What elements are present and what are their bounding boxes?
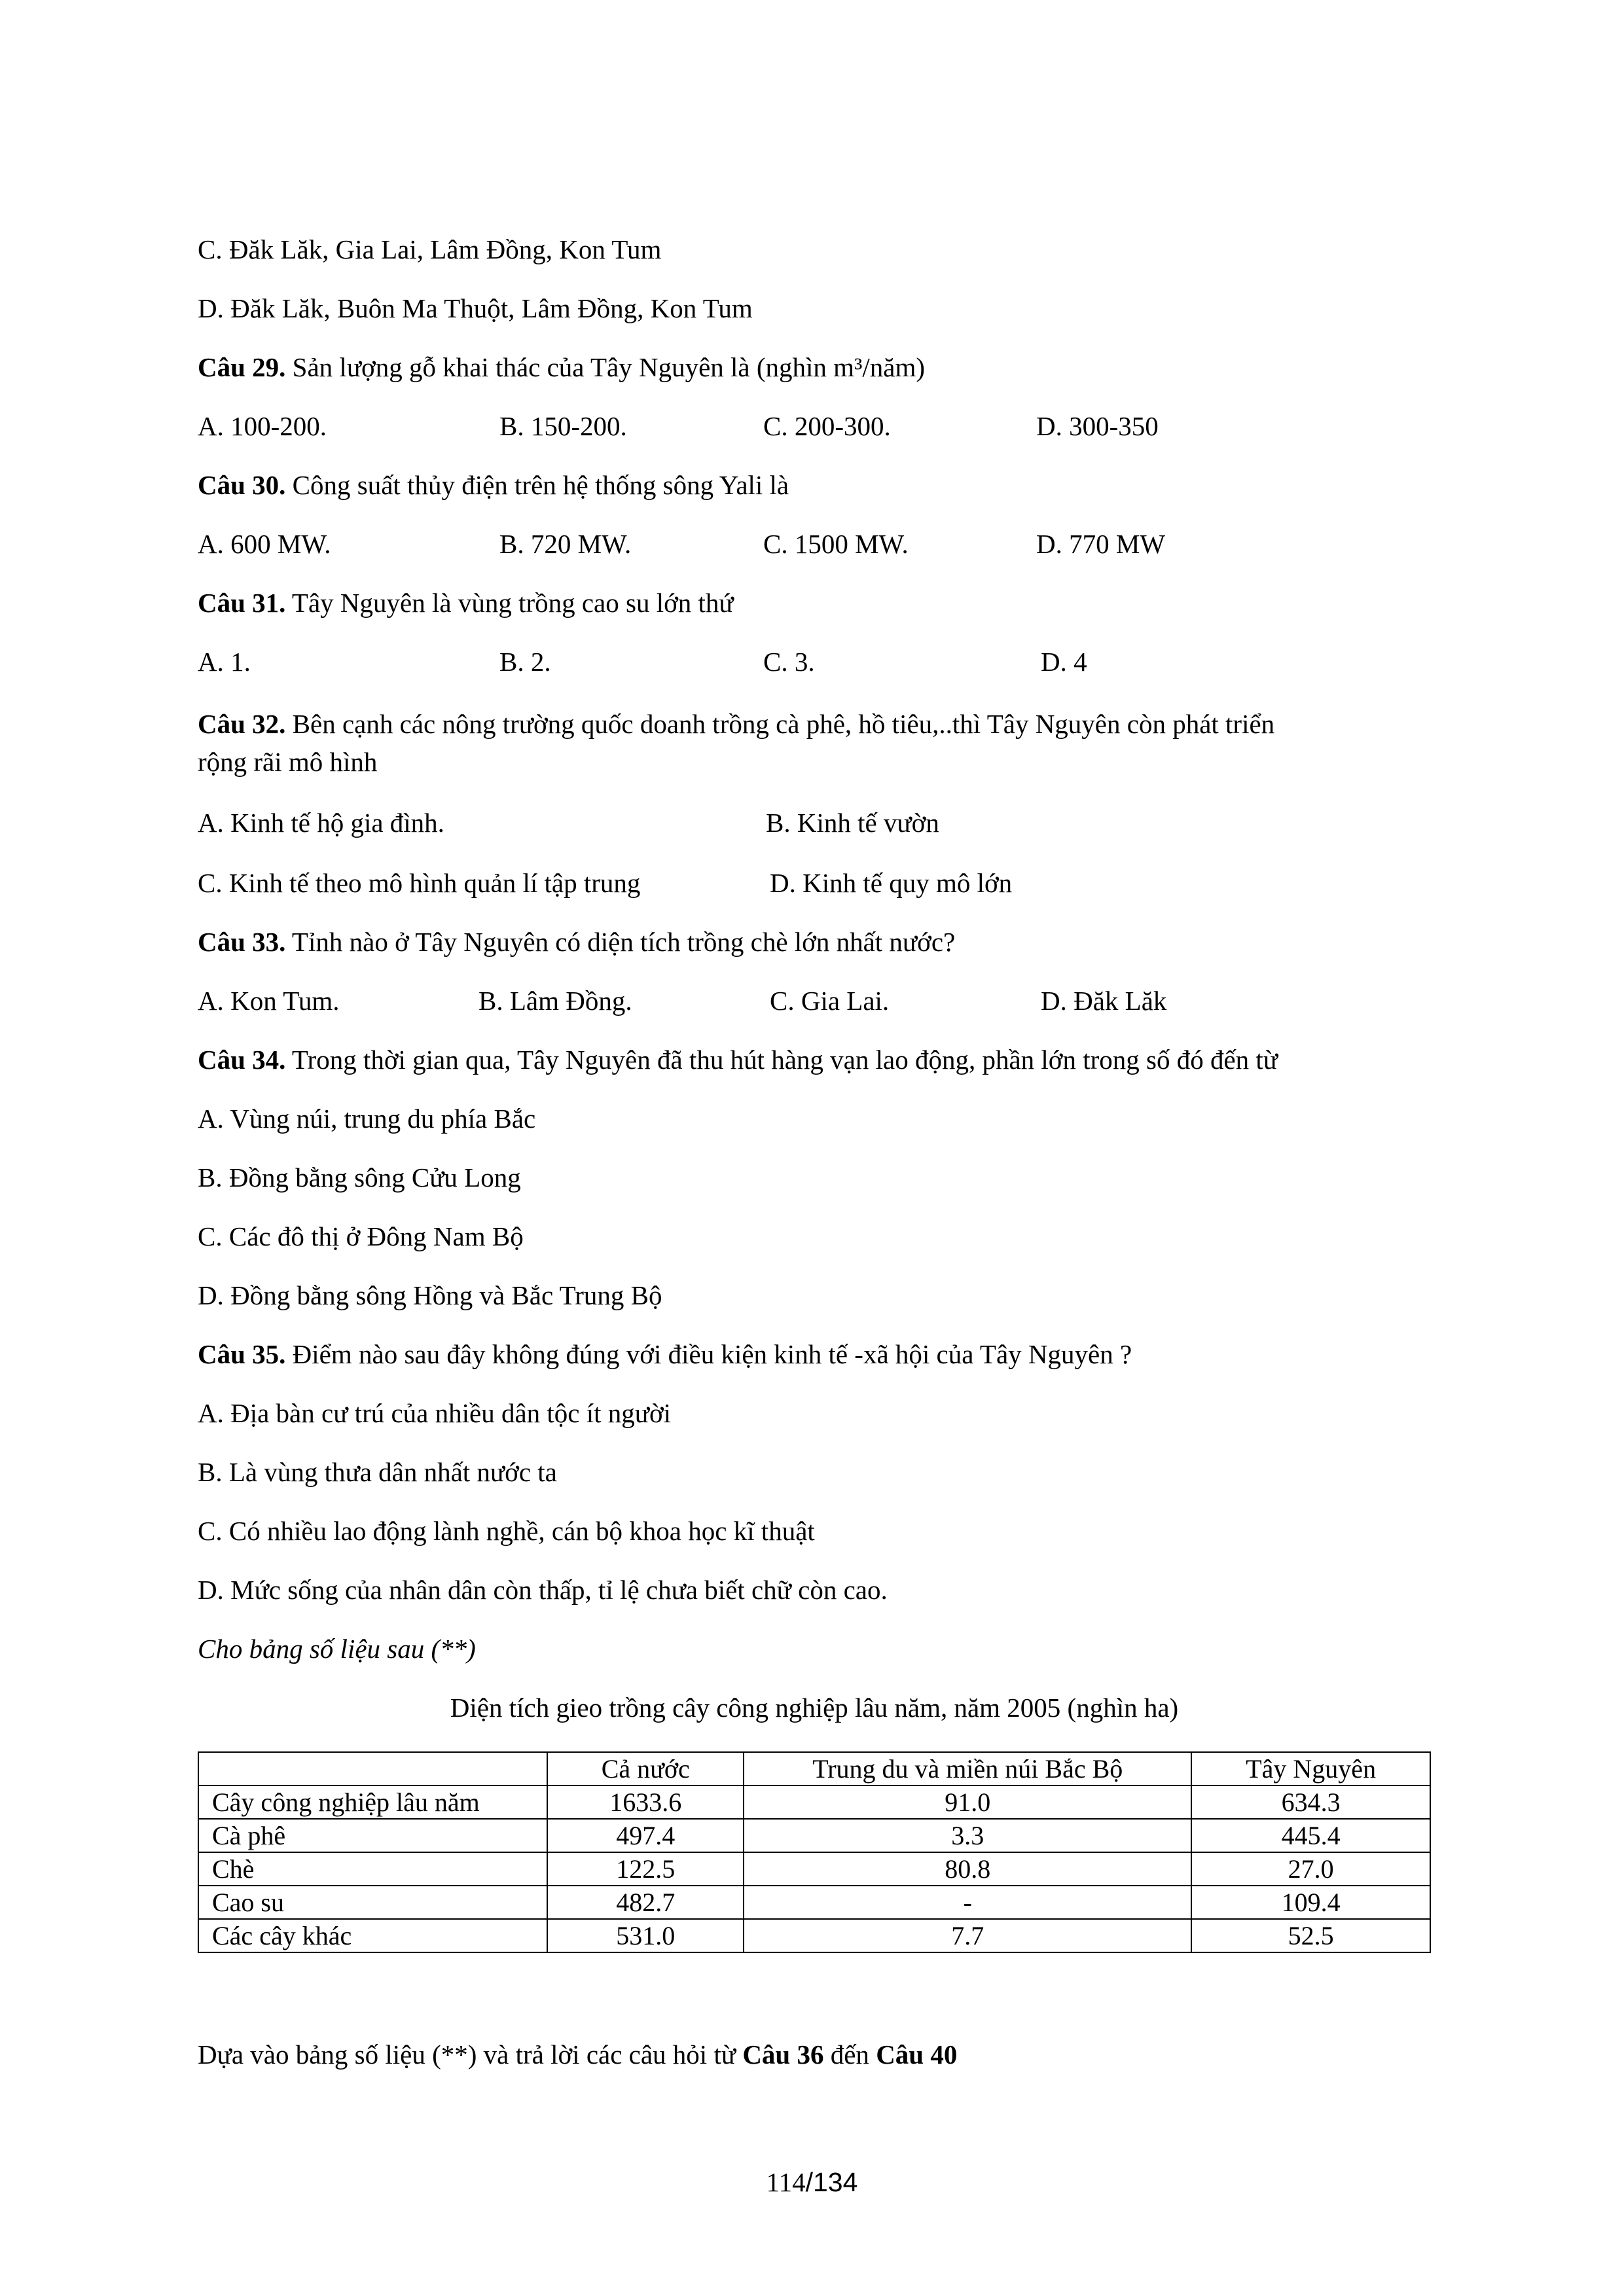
q34-text: Trong thời gian qua, Tây Nguyên đã thu hút hàng vạn lao động, phần lớn trong số đó đến từ	[285, 1045, 1278, 1075]
table-cell: 109.4	[1191, 1886, 1430, 1919]
table-header-cell: Trung du và miền núi Bắc Bộ	[744, 1752, 1191, 1785]
q28-option-c: C. Đăk Lăk, Gia Lai, Lâm Đồng, Kon Tum	[198, 234, 662, 264]
q29-option-c: C. 200-300.	[763, 411, 891, 441]
q33-option-a: A. Kon Tum.	[198, 986, 340, 1016]
q32-label: Câu 32.	[198, 709, 286, 739]
q33-option-b: B. Lâm Đồng.	[478, 986, 632, 1016]
table-cell: 3.3	[744, 1819, 1191, 1852]
q35-option-a: A. Địa bàn cư trú của nhiều dân tộc ít người	[198, 1398, 672, 1428]
table-header-row	[198, 1752, 1430, 1785]
table-row	[198, 1886, 1430, 1919]
q35-option-d: D. Mức sống của nhân dân còn thấp, tỉ lệ chưa biết chữ còn cao.	[198, 1575, 888, 1605]
q31-stem	[198, 586, 734, 619]
q30-stem	[198, 469, 789, 501]
q35-option-c: C. Có nhiều lao động lành nghề, cán bộ khoa học kĩ thuật	[198, 1516, 815, 1546]
q30-label: Câu 30.	[198, 470, 286, 500]
table-header-cell: Cả nước	[547, 1752, 744, 1785]
q34-option-b: B. Đồng bằng sông Cửu Long	[198, 1162, 521, 1193]
q33-stem	[198, 925, 955, 958]
q31-option-b: B. 2.	[499, 647, 551, 677]
table-intro: Cho bảng số liệu sau (**)	[198, 1634, 476, 1664]
page-current: 114	[766, 2167, 806, 2197]
q32-option-c: C. Kinh tế theo mô hình quản lí tập trung	[198, 868, 641, 898]
page-number	[0, 2166, 1624, 2198]
table-row	[198, 1819, 1430, 1852]
table-cell: 7.7	[744, 1919, 1191, 1952]
q31-option-a: A. 1.	[198, 647, 251, 677]
q32-option-d: D. Kinh tế quy mô lớn	[770, 868, 1013, 898]
table-cell: 531.0	[547, 1919, 744, 1952]
q30-text: Công suất thủy điện trên hệ thống sông Yali là	[285, 470, 789, 500]
q33-option-c: C. Gia Lai.	[770, 986, 890, 1016]
q32-option-a: A. Kinh tế hộ gia đình.	[198, 808, 444, 838]
q35-option-b: B. Là vùng thưa dân nhất nước ta	[198, 1457, 557, 1487]
table-row	[198, 1919, 1430, 1952]
q31-option-d: D. 4	[1041, 647, 1087, 677]
table-cell: Cây công nghiệp lâu năm	[198, 1785, 547, 1819]
table-row	[198, 1852, 1430, 1886]
q29-option-a: A. 100-200.	[198, 411, 327, 441]
q32-stem	[198, 708, 1274, 740]
q29-label: Câu 29.	[198, 352, 286, 382]
q32-option-b: B. Kinh tế vườn	[766, 808, 939, 838]
table-header-cell: Tây Nguyên	[1191, 1752, 1430, 1785]
table-cell: Chè	[198, 1852, 547, 1886]
table-caption: Diện tích gieo trồng cây công nghiệp lâu năm, năm 2005 (nghìn ha)	[450, 1693, 1179, 1723]
instruction-text: Dựa vào bảng số liệu (**) và trả lời các câu hỏi từ	[198, 2039, 743, 2070]
q31-option-c: C. 3.	[763, 647, 815, 677]
table-cell: 1633.6	[547, 1785, 744, 1819]
q30-option-d: D. 770 MW	[1036, 529, 1166, 559]
table-cell: 80.8	[744, 1852, 1191, 1886]
q32-text: Bên cạnh các nông trường quốc doanh trồng cà phê, hồ tiêu,..thì Tây Nguyên còn phát triển	[285, 709, 1275, 739]
q28-option-d: D. Đăk Lăk, Buôn Ma Thuột, Lâm Đồng, Kon Tum	[198, 293, 753, 323]
q31-label: Câu 31.	[198, 588, 286, 618]
q35-label: Câu 35.	[198, 1339, 286, 1369]
q34-option-d: D. Đồng bằng sông Hồng và Bắc Trung Bộ	[198, 1280, 662, 1310]
q33-text: Tỉnh nào ở Tây Nguyên có diện tích trồng chè lớn nhất nước?	[285, 927, 956, 957]
table-header-cell	[198, 1752, 547, 1785]
table-cell: 482.7	[547, 1886, 744, 1919]
q33-label: Câu 33.	[198, 927, 286, 957]
page-total: /134	[805, 2167, 858, 2197]
table-cell: 27.0	[1191, 1852, 1430, 1886]
q29-stem	[198, 351, 925, 384]
q29-text: Sản lượng gỗ khai thác của Tây Nguyên là (nghìn m³/năm)	[285, 352, 925, 382]
q29-option-d: D. 300-350	[1036, 411, 1159, 441]
q35-stem	[198, 1338, 1132, 1371]
table-cell: Các cây khác	[198, 1919, 547, 1952]
instruction	[198, 2038, 957, 2071]
q34-stem	[198, 1043, 1278, 1076]
table-cell: -	[744, 1886, 1191, 1919]
instruction-to: Câu 40	[876, 2039, 958, 2070]
table-cell: Cao su	[198, 1886, 547, 1919]
q35-text: Điểm nào sau đây không đúng với điều kiện kinh tế -xã hội của Tây Nguyên ?	[285, 1339, 1132, 1369]
table-cell: 122.5	[547, 1852, 744, 1886]
table-cell: Cà phê	[198, 1819, 547, 1852]
q30-option-a: A. 600 MW.	[198, 529, 331, 559]
q34-option-a: A. Vùng núi, trung du phía Bắc	[198, 1103, 536, 1134]
table-cell: 445.4	[1191, 1819, 1430, 1852]
q30-option-b: B. 720 MW.	[499, 529, 632, 559]
q34-label: Câu 34.	[198, 1045, 286, 1075]
q30-option-c: C. 1500 MW.	[763, 529, 909, 559]
q29-option-b: B. 150-200.	[499, 411, 627, 441]
table-cell: 52.5	[1191, 1919, 1430, 1952]
q31-text: Tây Nguyên là vùng trồng cao su lớn thứ	[285, 588, 734, 618]
table-cell: 634.3	[1191, 1785, 1430, 1819]
data-table	[198, 1751, 1431, 1953]
table-cell: 91.0	[744, 1785, 1191, 1819]
q33-option-d: D. Đăk Lăk	[1041, 986, 1167, 1016]
table-cell: 497.4	[547, 1819, 744, 1852]
table-row	[198, 1785, 1430, 1819]
q34-option-c: C. Các đô thị ở Đông Nam Bộ	[198, 1221, 524, 1251]
q32-stem-line2: rộng rãi mô hình	[198, 747, 378, 777]
instruction-from: Câu 36	[742, 2039, 824, 2070]
instruction-mid: đến	[823, 2039, 876, 2070]
